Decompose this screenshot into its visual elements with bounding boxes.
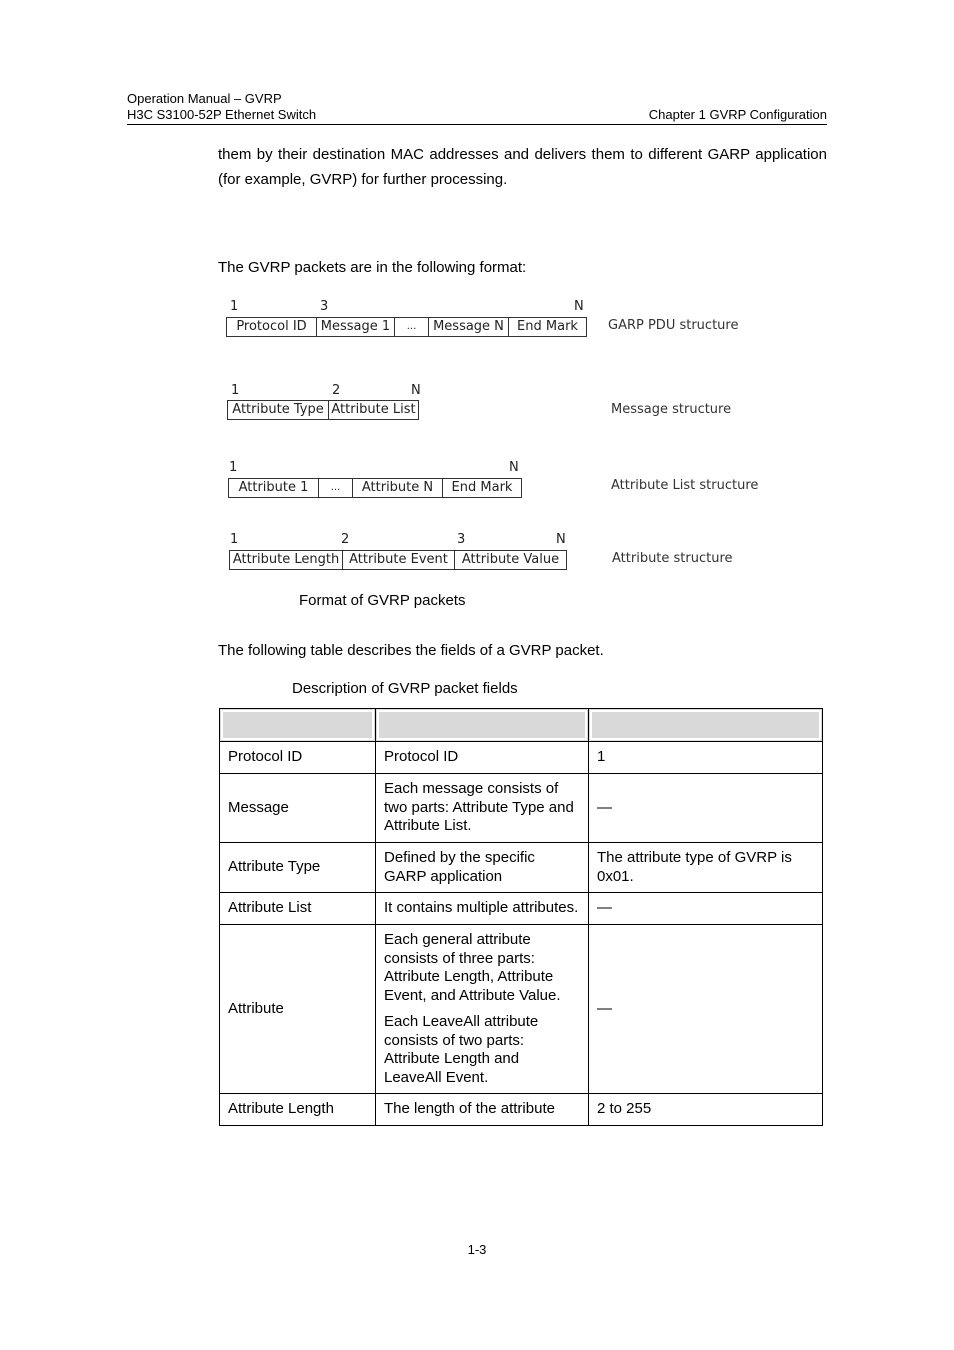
diagram-number: 3 [320, 299, 329, 314]
diagram-cell-attribute-n: Attribute N [352, 478, 443, 498]
diagram-number: 1 [230, 532, 239, 547]
table-row [220, 843, 823, 893]
table-caption: Description of GVRP packet fields [292, 680, 518, 697]
diagram-label-attribute: Attribute structure [612, 551, 733, 566]
description-cell [376, 925, 589, 1094]
table-row [220, 742, 823, 774]
attribute-row [229, 550, 567, 570]
diagram-cell-attribute-list: Attribute List [328, 400, 419, 420]
value-cell: — [589, 925, 823, 1094]
field-cell: Attribute Type [220, 843, 376, 893]
value-cell: — [589, 774, 823, 843]
diagram-cell-attribute-type: Attribute Type [227, 400, 329, 420]
table-row [220, 1094, 823, 1126]
field-cell: Message [220, 774, 376, 843]
chapter-title: Chapter 1 GVRP Configuration [648, 107, 827, 122]
garp-pdu-row [226, 317, 587, 337]
diagram-cell-attribute-event: Attribute Event [342, 550, 455, 570]
table-row [220, 893, 823, 925]
diagram-number: N [574, 299, 584, 314]
value-cell: 2 to 255 [589, 1094, 823, 1126]
attribute-list-row [228, 478, 522, 498]
table-intro: The following table describes the fields of a GVRP packet. [218, 642, 604, 659]
description-cell [376, 742, 589, 774]
description-text: Protocol ID [384, 748, 459, 766]
diagram-number: N [556, 532, 566, 547]
diagram-cell-message-n: Message N [428, 317, 509, 337]
diagram-number: 1 [229, 460, 238, 475]
message-row [227, 400, 419, 420]
field-cell: Attribute [220, 925, 376, 1094]
diagram-cell-message-1: Message 1 [316, 317, 395, 337]
figure-caption: Format of GVRP packets [299, 592, 466, 609]
table-header-cell [589, 709, 823, 742]
diagram-cell-end-mark: End Mark [508, 317, 587, 337]
page-number: 1-3 [467, 1242, 487, 1257]
description-text: Each general attribute consists of three parts: Attribute Length, Attribute Event, and Attribute Value. [384, 931, 561, 1004]
description-text: The length of the attribute [384, 1100, 555, 1118]
diagram-number: N [411, 383, 421, 398]
diagram-cell-ellipsis: ... [394, 317, 429, 337]
field-cell: Attribute Length [220, 1094, 376, 1126]
diagram-label-garp-pdu: GARP PDU structure [608, 318, 739, 333]
description-cell [376, 774, 589, 843]
table-header-cell [220, 709, 376, 742]
gvrp-fields-table [219, 708, 823, 1126]
format-intro: The GVRP packets are in the following format: [218, 259, 527, 276]
diagram-label-attribute-list: Attribute List structure [611, 478, 759, 493]
field-cell: Attribute List [220, 893, 376, 925]
value-cell: — [589, 893, 823, 925]
table-row [220, 774, 823, 843]
description-text: Defined by the specific GARP application [384, 849, 535, 885]
field-cell: Protocol ID [220, 742, 376, 774]
diagram-number: 1 [230, 299, 239, 314]
product-name: H3C S3100-52P Ethernet Switch [127, 107, 317, 122]
diagram-cell-protocol-id: Protocol ID [226, 317, 317, 337]
diagram-cell-ellipsis: ... [318, 478, 353, 498]
diagram-number: N [509, 460, 519, 475]
table-header-cell [376, 709, 589, 742]
diagram-number: 1 [231, 383, 240, 398]
description-text: Each message consists of two parts: Attribute Type and Attribute List. [384, 780, 574, 835]
description-cell [376, 1094, 589, 1126]
diagram-number: 2 [332, 383, 341, 398]
value-cell: The attribute type of GVRP is 0x01. [589, 843, 823, 893]
table-row [220, 925, 823, 1094]
diagram-number: 2 [341, 532, 350, 547]
description-cell [376, 843, 589, 893]
header-rule [127, 124, 827, 125]
value-cell: 1 [589, 742, 823, 774]
diagram-label-message: Message structure [611, 402, 732, 417]
diagram-cell-attribute-1: Attribute 1 [228, 478, 319, 498]
manual-title: Operation Manual – GVRP [127, 91, 282, 106]
diagram-cell-attribute-length: Attribute Length [229, 550, 343, 570]
diagram-cell-end-mark: End Mark [442, 478, 522, 498]
intro-paragraph: them by their destination MAC addresses and delivers them to different GARP application (for example, GVRP) for further processing. [218, 146, 827, 188]
diagram-number: 3 [457, 532, 466, 547]
description-text: Each LeaveAll attribute consists of two parts: Attribute Length and LeaveAll Event. [384, 1013, 539, 1086]
diagram-cell-attribute-value: Attribute Value [454, 550, 567, 570]
description-cell [376, 893, 589, 925]
description-text: It contains multiple attributes. [384, 899, 579, 917]
table-header-row [220, 709, 823, 742]
